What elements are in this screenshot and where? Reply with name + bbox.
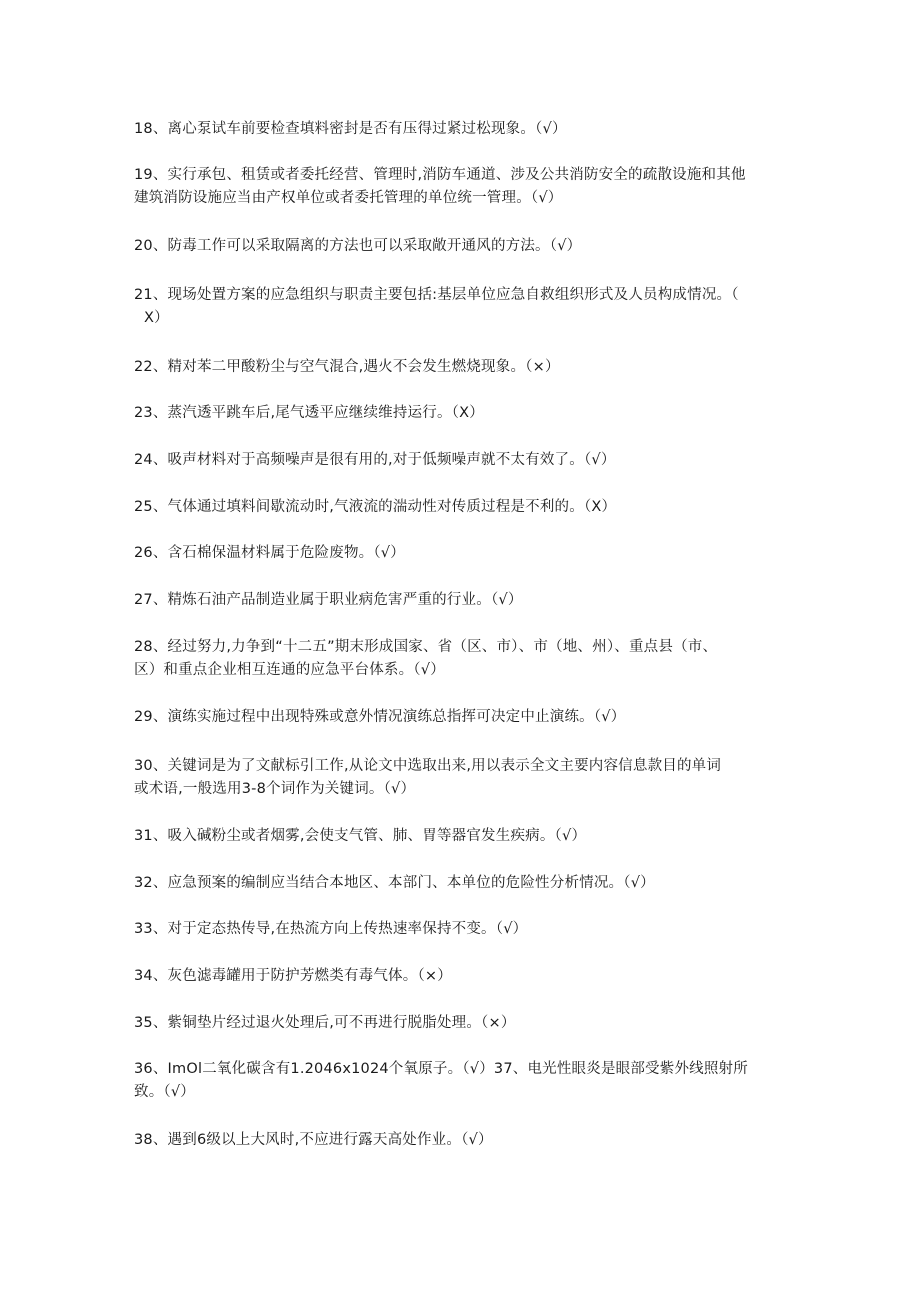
- question-text: 27、精炼石油产品制造业属于职业病危害严重的行业。（√）: [134, 592, 523, 608]
- question-32: [134, 872, 784, 895]
- question-38: [134, 1129, 784, 1152]
- question-text: 30、关键词是为了文献标引工作,从论文中选取出来,用以表示全文主要内容信息款目的单词: [134, 758, 722, 774]
- question-22: [134, 356, 784, 379]
- question-text: 18、离心泵试车前要检查填料密封是否有压得过紧过松现象。（√）: [134, 121, 567, 137]
- question-text: 35、紫铜垫片经过退火处理后,可不再进行脱脂处理。（×）: [134, 1015, 516, 1031]
- question-text: 36、ImOl二氧化碳含有1.2046x1024个氧原子。（√）37、电光性眼炎是眼部受紫外线照射所: [134, 1061, 748, 1077]
- question-18: [134, 118, 784, 141]
- question-text: 28、经过努力,力争到“十二五”期末形成国家、省（区、市）、市（地、州）、重点县（市、: [134, 639, 718, 655]
- question-text: 24、吸声材料对于高频噪声是很有用的,对于低频噪声就不太有效了。（√）: [134, 452, 616, 468]
- question-text: 25、气体通过填料间歇流动时,气液流的湍动性对传质过程是不利的。（X）: [134, 499, 617, 515]
- question-23: [134, 402, 784, 425]
- question-text: 31、吸入碱粉尘或者烟雾,会使支气管、肺、胃等器官发生疾病。（√）: [134, 828, 587, 844]
- question-text-continued: X）: [144, 310, 169, 326]
- question-35: [134, 1012, 784, 1035]
- question-text: 20、防毒工作可以采取隔离的方法也可以采取敞开通风的方法。（√）: [134, 238, 582, 254]
- question-text: 29、演练实施过程中出现特殊或意外情况演练总指挥可决定中止演练。（√）: [134, 709, 626, 725]
- question-text-continued: 或术语,一般选用3-8个词作为关键词。（√）: [134, 781, 416, 797]
- question-25: [134, 496, 784, 519]
- question-27: [134, 589, 784, 612]
- question-36-37: [134, 1058, 784, 1104]
- question-text-continued: 致。（√）: [134, 1084, 195, 1100]
- question-34: [134, 965, 784, 988]
- question-text-continued: 建筑消防设施应当由产权单位或者委托管理的单位统一管理。（√）: [134, 190, 563, 206]
- question-21: [134, 284, 784, 330]
- question-text: 32、应急预案的编制应当结合本地区、本部门、本单位的危险性分析情况。（√）: [134, 875, 655, 891]
- question-26: [134, 542, 784, 565]
- question-29: [134, 706, 784, 729]
- question-30: [134, 755, 784, 801]
- question-text: 34、灰色滤毒罐用于防护芳燃类有毒气体。（×）: [134, 968, 452, 984]
- question-text: 19、实行承包、租赁或者委托经营、管理时,消防车通道、涉及公共消防安全的疏散设施和其他: [134, 167, 746, 183]
- question-33: [134, 918, 784, 941]
- question-text: 22、精对苯二甲酸粉尘与空气混合,遇火不会发生燃烧现象。（×）: [134, 359, 560, 375]
- question-text: 23、蒸汽透平跳车后,尾气透平应继续维持运行。（X）: [134, 405, 484, 421]
- question-28: [134, 636, 784, 682]
- question-text: 26、含石棉保温材料属于危险废物。（√）: [134, 545, 405, 561]
- question-20: [134, 235, 784, 258]
- question-24: [134, 449, 784, 472]
- question-19: [134, 164, 784, 210]
- question-text-continued: 区）和重点企业相互连通的应急平台体系。（√）: [134, 662, 445, 678]
- question-text: 21、现场处置方案的应急组织与职责主要包括:基层单位应急自救组织形式及人员构成情况。（: [134, 287, 739, 303]
- question-31: [134, 825, 784, 848]
- question-text: 33、对于定态热传导,在热流方向上传热速率保持不变。（√）: [134, 921, 528, 937]
- question-text: 38、遇到6级以上大风时,不应进行露天高处作业。（√）: [134, 1132, 493, 1148]
